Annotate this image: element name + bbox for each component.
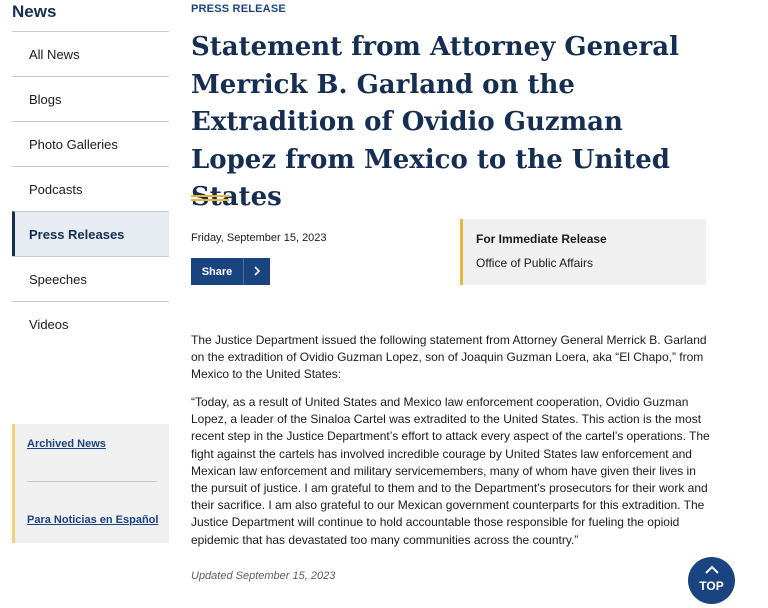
article-intro-paragraph: The Justice Department issued the following statement from Attorney General Merrick B. Garland on the extradition of Ovidio Guzman Lopez, son of Joaquin Guzman Loera, aka “El Chapo,” from Mexico to the United States: bbox=[191, 333, 707, 382]
archive-divider bbox=[27, 481, 157, 482]
release-info-box bbox=[460, 219, 706, 285]
release-type: For Immediate Release bbox=[476, 232, 607, 246]
publish-date: Friday, September 15, 2023 bbox=[191, 232, 327, 244]
archived-news-link[interactable]: Archived News bbox=[27, 438, 106, 450]
sidebar-nav bbox=[12, 31, 169, 346]
back-to-top-label: TOP bbox=[699, 579, 724, 593]
sidebar-item-blogs[interactable]: Blogs bbox=[12, 76, 169, 121]
sidebar-item-all-news[interactable]: All News bbox=[12, 31, 169, 76]
share-button[interactable] bbox=[191, 258, 270, 285]
sidebar-item-photo-galleries[interactable]: Photo Galleries bbox=[12, 121, 169, 166]
back-to-top-button[interactable] bbox=[688, 557, 735, 604]
updated-date: Updated September 15, 2023 bbox=[191, 570, 336, 582]
share-label: Share bbox=[201, 265, 233, 278]
sidebar-item-press-releases[interactable]: Press Releases bbox=[12, 211, 169, 256]
content-type-label: PRESS RELEASE bbox=[191, 3, 286, 15]
spanish-news-link[interactable]: Para Noticias en Español bbox=[27, 514, 159, 526]
article-quote-paragraph: “Today, as a result of United States and Mexico law enforcement cooperation, Ovidio Guzman Lopez, a leader of the Sinaloa Cartel was extradited to the United States. This action is the most recent step in the Justice Department’s effort to attack every aspect of the cartel’s operations. The fight against the cartels has involved incredible courage by United States law enforcement and Mexican law enforcement and military servicemembers, many of whom have given their lives in the pursuit of justice. I am grateful to them and to the Department’s prosecutors for their work and their sacrifice. I am also grateful to our Mexican government counterparts for this extradition. The Justice Department will continue to hold accountable those responsible for fueling the opioid epidemic that has devastated too many communities across the country.” bbox=[191, 395, 710, 547]
sidebar-item-videos[interactable]: Videos bbox=[12, 301, 169, 346]
sidebar-item-podcasts[interactable]: Podcasts bbox=[12, 166, 169, 211]
title-divider bbox=[191, 199, 229, 201]
title-divider bbox=[191, 195, 229, 197]
release-office: Office of Public Affairs bbox=[476, 256, 593, 270]
chevron-right-icon bbox=[244, 264, 270, 279]
chevron-up-icon bbox=[688, 562, 735, 576]
sidebar-title: News bbox=[12, 2, 57, 21]
sidebar-item-speeches[interactable]: Speeches bbox=[12, 256, 169, 301]
archive-links-box bbox=[12, 424, 169, 543]
page-title: Statement from Attorney General Merrick B. Garland on the Extradition of Ovidio Guzman Lopez from Mexico to the United States bbox=[191, 32, 679, 212]
